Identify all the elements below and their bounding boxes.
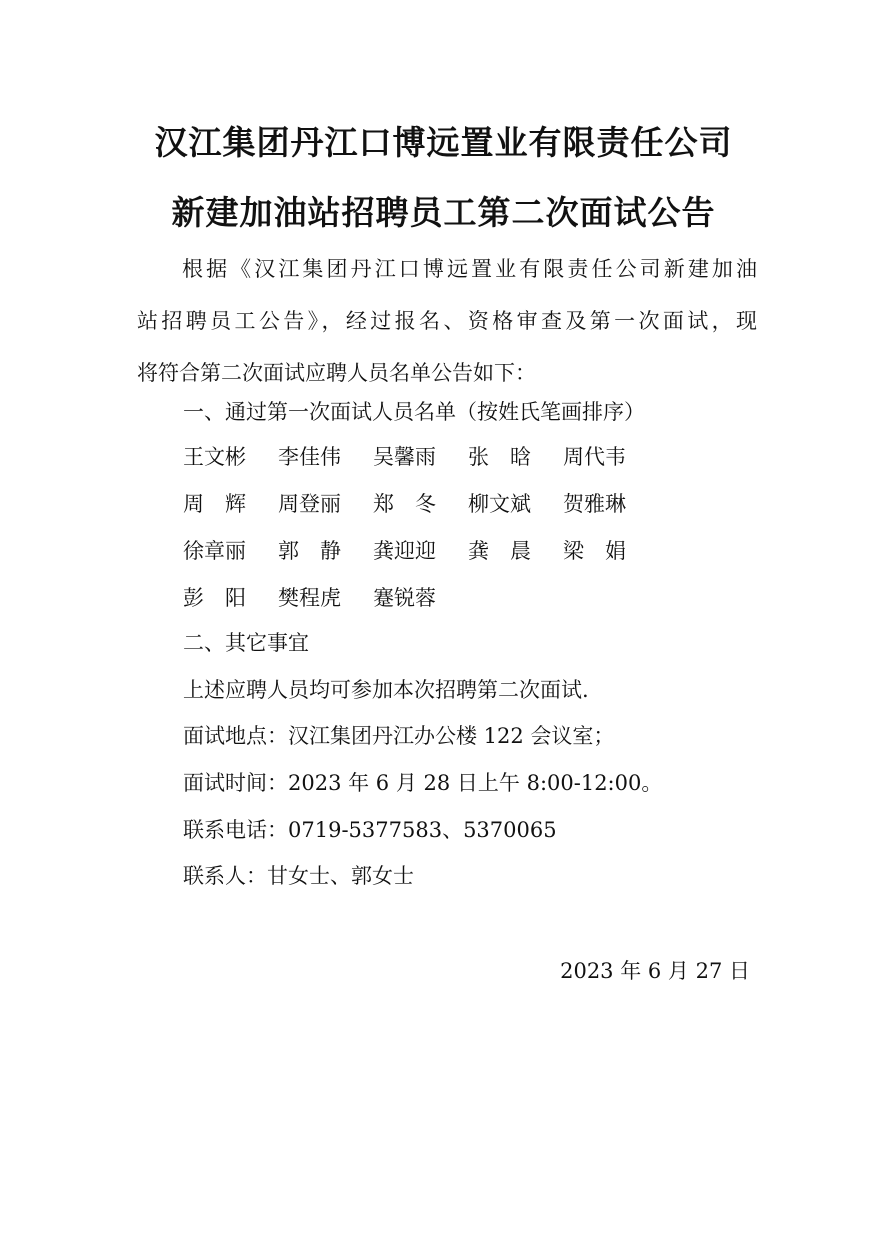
title-line-2: 新建加油站招聘员工第二次面试公告	[171, 193, 716, 232]
section1-heading: 一、通过第一次面试人员名单（按姓氏笔画排序）	[183, 400, 645, 424]
candidate-name: 贺雅琳	[563, 492, 626, 516]
notice-line-contact: 联系人：甘女士、郭女士	[183, 864, 414, 888]
candidate-name: 周 辉	[183, 492, 246, 516]
candidate-name: 龚 晨	[468, 539, 531, 563]
candidate-name: 周代韦	[563, 445, 626, 469]
section2-heading: 二、其它事宜	[183, 631, 309, 655]
notice-line-phone: 联系电话：0719-5377583、5370065	[183, 818, 557, 842]
candidate-name: 吴馨雨	[373, 445, 436, 469]
candidate-name: 王文彬	[183, 445, 246, 469]
name-row-3	[183, 536, 658, 566]
candidate-name: 张 晗	[468, 445, 531, 469]
candidate-name: 周登丽	[278, 492, 341, 516]
name-row-1	[183, 442, 658, 472]
name-row-4	[183, 583, 468, 613]
candidate-name: 樊程虎	[278, 586, 341, 610]
name-row-2	[183, 489, 658, 519]
notice-line-location: 面试地点：汉江集团丹江办公楼 122 会议室；	[183, 724, 615, 748]
title-line-1: 汉江集团丹江口博远置业有限责任公司	[154, 123, 733, 162]
candidate-name: 龚迎迎	[373, 539, 436, 563]
candidate-name: 彭 阳	[183, 586, 246, 610]
candidate-name: 李佳伟	[278, 445, 341, 469]
intro-line-3: 将符合第二次面试应聘人员名单公告如下：	[137, 361, 536, 385]
candidate-name: 郭 静	[278, 539, 341, 563]
candidate-name: 蹇锐蓉	[373, 586, 436, 610]
intro-paragraph	[137, 243, 757, 399]
candidate-name: 梁 娟	[563, 539, 626, 563]
notice-line-eligibility: 上述应聘人员均可参加本次招聘第二次面试.	[183, 678, 589, 702]
candidate-name: 徐章丽	[183, 539, 246, 563]
notice-line-time: 面试时间：2023 年 6 月 28 日上午 8:00-12:00。	[183, 771, 663, 795]
intro-line-2: 站招聘员工公告》，经过报名、资格审查及第一次面试，现	[137, 309, 757, 333]
candidate-name: 郑 冬	[373, 492, 436, 516]
intro-line-1: 根据《汉江集团丹江口博远置业有限责任公司新建加油	[182, 257, 757, 281]
announcement-date: 2023 年 6 月 27 日	[560, 959, 750, 983]
candidate-name: 柳文斌	[468, 492, 531, 516]
